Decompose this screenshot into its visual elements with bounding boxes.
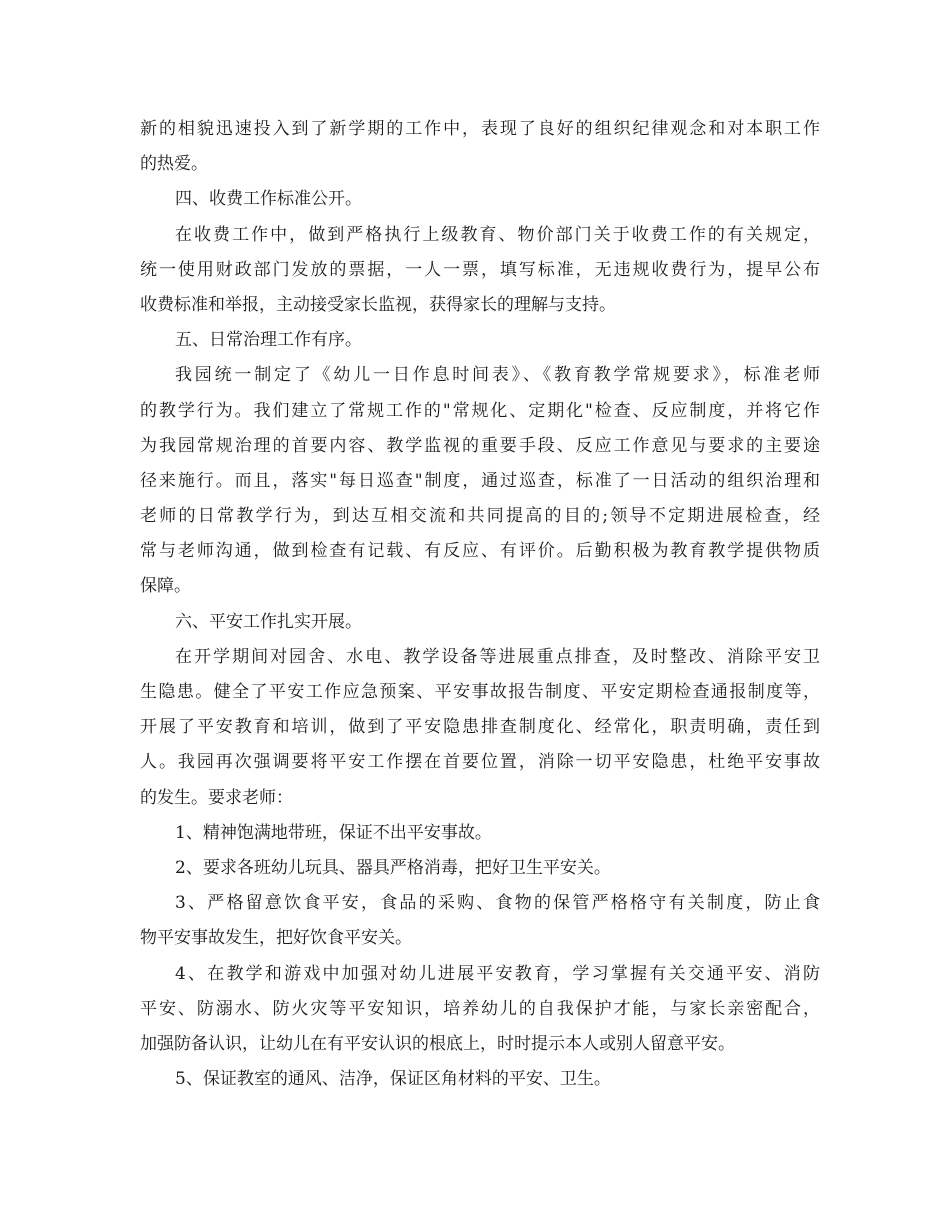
paragraph-line: 径来施行。而且，落实"每日巡查"制度，通过巡查，标准了一日活动的组织治理和 bbox=[140, 470, 820, 491]
paragraph-line: 平安、防溺水、防火灾等平安知识，培养幼儿的自我保护才能，与家长亲密配合， bbox=[140, 998, 820, 1019]
section-heading: 五、日常治理工作有序。 bbox=[175, 330, 362, 351]
section-heading: 四、收费工作标准公开。 bbox=[175, 189, 362, 210]
section-heading: 六、平安工作扎实开展。 bbox=[175, 611, 362, 632]
paragraph-line: 人。我园再次强调要将平安工作摆在首要位置，消除一切平安隐患，杜绝平安事故 bbox=[140, 752, 820, 773]
list-item: 1、精神饱满地带班，保证不出平安事故。 bbox=[175, 822, 492, 843]
paragraph-line: 的热爱。 bbox=[140, 154, 208, 175]
paragraph-line: 加强防备认识，让幼儿在有平安认识的根底上，时时提示本人或别人留意平安。 bbox=[140, 1033, 735, 1054]
paragraph-line: 的发生。要求老师： bbox=[140, 787, 293, 808]
list-item: 4、在教学和游戏中加强对幼儿进展平安教育，学习掌握有关交通平安、消防 bbox=[175, 963, 820, 984]
paragraph-line: 开展了平安教育和培训，做到了平安隐患排查制度化、经常化，职责明确，责任到 bbox=[140, 717, 820, 738]
paragraph-line: 统一使用财政部门发放的票据，一人一票，填写标准，无违规收费行为，提早公布 bbox=[140, 259, 820, 280]
paragraph-line: 我园统一制定了《幼儿一日作息时间表》、《教育教学常规要求》，标准老师 bbox=[175, 365, 820, 386]
list-item: 3、严格留意饮食平安，食品的采购、食物的保管严格格守有关制度，防止食 bbox=[175, 893, 820, 914]
document-page bbox=[140, 112, 820, 1097]
paragraph-line: 新的相貌迅速投入到了新学期的工作中，表现了良好的组织纪律观念和对本职工作 bbox=[140, 119, 820, 139]
paragraph-line: 生隐患。健全了平安工作应急预案、平安事故报告制度、平安定期检查通报制度等， bbox=[140, 682, 820, 702]
paragraph-line: 老师的日常教学行为，到达互相交流和共同提高的目的;领导不定期进展检查，经 bbox=[140, 506, 820, 527]
list-item: 2、要求各班幼儿玩具、器具严格消毒，把好卫生平安关。 bbox=[175, 857, 611, 878]
paragraph-line: 保障。 bbox=[140, 576, 191, 597]
list-item: 5、保证教室的通风、洁净，保证区角材料的平安、卫生。 bbox=[175, 1069, 611, 1090]
paragraph-line: 收费标准和举报，主动接受家长监视，获得家长的理解与支持。 bbox=[140, 294, 616, 315]
paragraph-line: 常与老师沟通，做到检查有记载、有反应、有评价。后勤积极为教育教学提供物质 bbox=[140, 541, 820, 562]
paragraph-line: 在开学期间对园舍、水电、教学设备等进展重点排查，及时整改、消除平安卫 bbox=[175, 646, 820, 667]
paragraph-line: 为我园常规治理的首要内容、教学监视的重要手段、反应工作意见与要求的主要途 bbox=[140, 435, 820, 456]
paragraph-line: 在收费工作中，做到严格执行上级教育、物价部门关于收费工作的有关规定， bbox=[175, 224, 820, 245]
paragraph-line: 物平安事故发生，把好饮食平安关。 bbox=[140, 928, 412, 949]
paragraph-line: 的教学行为。我们建立了常规工作的"常规化、定期化"检查、反应制度，并将它作 bbox=[140, 400, 820, 421]
